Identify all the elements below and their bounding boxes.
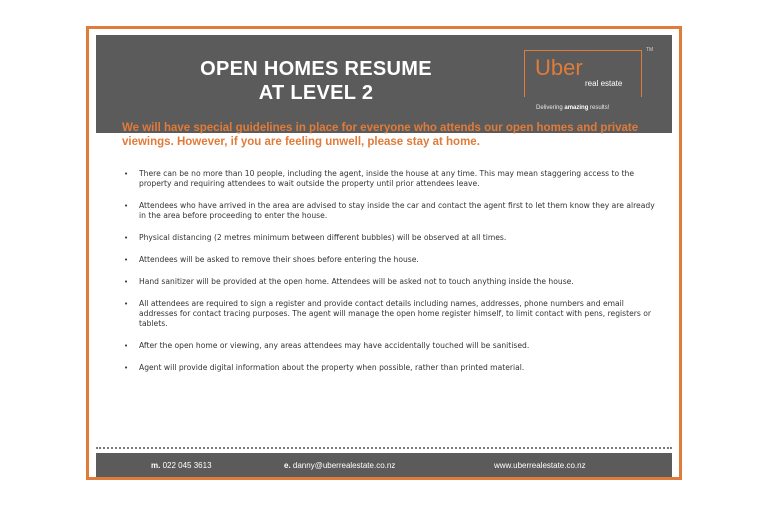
tagline-pre: Delivering <box>536 105 565 111</box>
phone-label: m. <box>151 461 161 470</box>
intro-text: We will have special guidelines in place for everyone who attends our open homes and private viewings. However, if you are feeling unwell, please stay at home. <box>122 122 639 148</box>
guideline-text: Attendees who have arrived in the area are advised to stay inside the car and contact the agent first to let them know they are already in the area before proceeding to enter the house. <box>139 201 655 220</box>
footer-phone <box>151 461 212 470</box>
footer-website: www.uberrealestate.co.nz <box>494 461 586 470</box>
bullet-icon: • <box>124 256 129 264</box>
guideline-text: There can be no more than 10 people, including the agent, inside the house at any time. This may mean staggering access to the property and requiring attendees to wait outside the property until prior attendees leave. <box>139 169 635 188</box>
guideline-text: Physical distancing (2 metres minimum between different bubbles) will be observed at all times. <box>139 233 507 242</box>
logo-subtitle: real estate <box>585 79 623 88</box>
flyer-title <box>96 57 536 105</box>
email-label: e. <box>284 461 291 470</box>
bullet-icon: • <box>124 170 129 178</box>
guideline-item <box>119 201 659 221</box>
guideline-item <box>119 277 659 287</box>
title-line-1: OPEN HOMES RESUME <box>200 58 432 80</box>
title-line-2: AT LEVEL 2 <box>258 82 374 104</box>
open-homes-flyer <box>86 26 682 480</box>
guideline-text: All attendees are required to sign a register and provide contact details including names, addresses, phone numbers and email addresses for contact tracing purposes. The agent will manage the open home register himself, to limit contact with pens, registers or tablets. <box>139 299 652 328</box>
uber-logo <box>524 50 642 97</box>
bullet-icon: • <box>124 364 129 372</box>
guideline-item <box>119 233 659 243</box>
guideline-item <box>119 341 659 351</box>
guideline-item <box>119 299 659 329</box>
guidelines-list <box>119 169 659 373</box>
guideline-text: Attendees will be asked to remove their shoes before entering the house. <box>139 255 419 264</box>
bullet-icon: • <box>124 278 129 286</box>
guideline-item <box>119 363 659 373</box>
trademark-mark: TM <box>646 47 654 53</box>
tagline-bold: amazing <box>564 105 589 111</box>
logo-wordmark: Uber <box>535 55 583 80</box>
footer-email <box>284 461 395 470</box>
bullet-icon: • <box>124 342 129 350</box>
guideline-text: Agent will provide digital information about the property when possible, rather than printed material. <box>139 363 525 372</box>
tagline-post: results! <box>588 105 610 111</box>
flyer-header <box>96 35 672 133</box>
dotted-divider <box>96 447 672 449</box>
guideline-text: After the open home or viewing, any areas attendees may have accidentally touched will be sanitised. <box>139 341 530 350</box>
guideline-text: Hand sanitizer will be provided at the open home. Attendees will be asked not to touch anything inside the house. <box>139 277 574 286</box>
bullet-icon: • <box>124 234 129 242</box>
phone-number: 022 045 3613 <box>162 461 212 470</box>
flyer-footer <box>96 453 672 477</box>
guideline-item <box>119 255 659 265</box>
bullet-icon: • <box>124 202 129 210</box>
logo-tagline <box>536 105 656 111</box>
guideline-item <box>119 169 659 189</box>
bullet-icon: • <box>124 300 129 308</box>
email-address: danny@uberrealestate.co.nz <box>292 461 396 470</box>
